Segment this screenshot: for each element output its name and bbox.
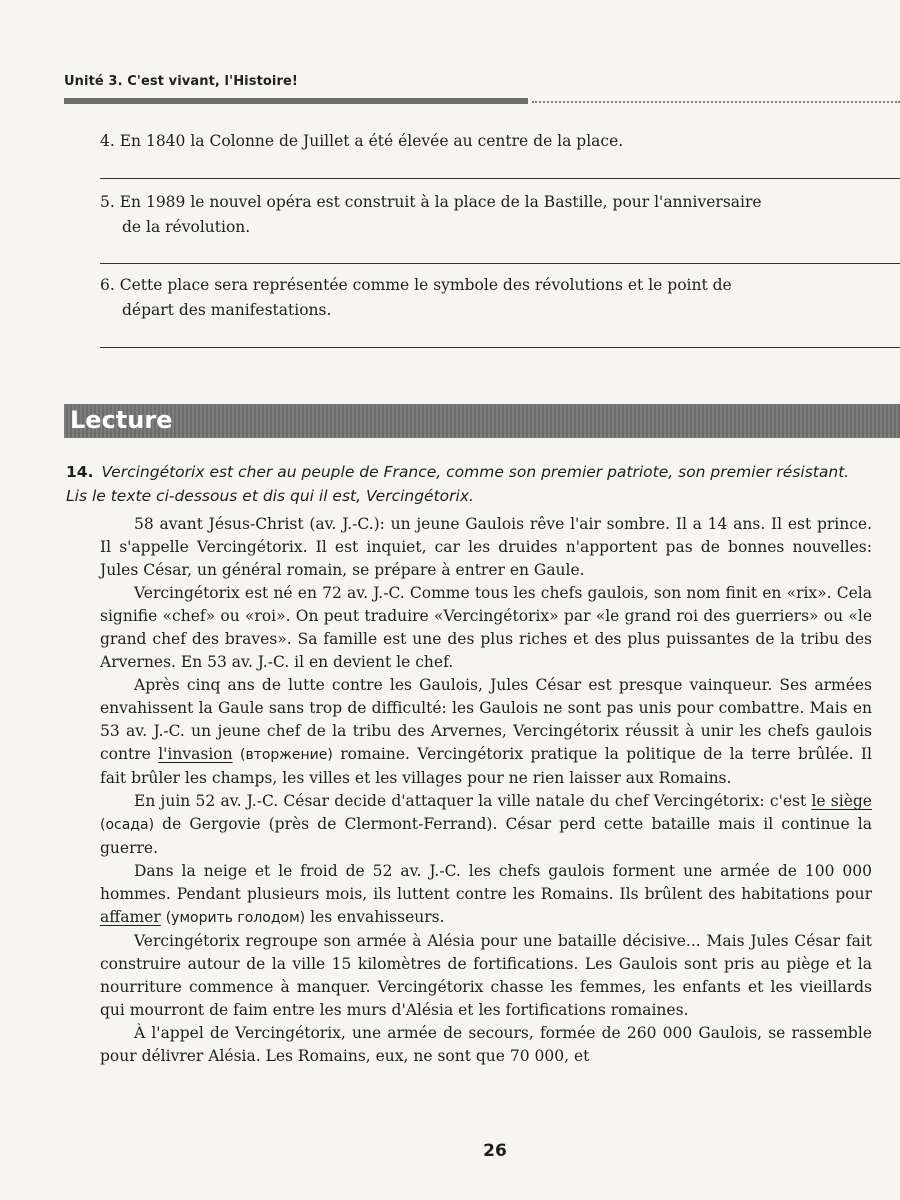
item-text: En 1840 la Colonne de Juillet a été élevée au centre de la place. xyxy=(119,132,624,150)
header-rule-dotted xyxy=(532,101,900,103)
task-number: 14. xyxy=(66,463,94,481)
item-number: 4. xyxy=(100,132,115,150)
paragraph-1: 58 avant Jésus-Christ (av. J.-C.): un jeune Gaulois rêve l'air sombre. Il a 14 ans. Il est prince. Il s'appelle Vercingétorix. Il est inquiet, car les druides n'apportent pas de bonnes nouvelles: Jules César, un général romain, se prépare à entrer en Gaule. xyxy=(100,515,872,579)
reading-text xyxy=(100,513,872,1068)
vocab-gloss-invasion: (вторжение) xyxy=(239,747,333,763)
vocab-gloss-affamer: (уморить голодом) xyxy=(165,910,306,926)
vocab-word-affamer: affamer xyxy=(100,908,161,926)
answer-line-6[interactable] xyxy=(100,347,900,348)
exercise-item-5 xyxy=(100,190,900,240)
paragraph-7: À l'appel de Vercingétorix, une armée de secours, formée de 260 000 Gaulois, se rassemble pour délivrer Alésia. Les Romains, eux, ne sont que 70 000, et xyxy=(100,1024,872,1065)
chapter-header: Unité 3. C'est vivant, l'Histoire! xyxy=(64,74,298,89)
header-rule-solid xyxy=(64,98,528,104)
paragraph-3-text-end: romaine. Vercingétorix pratique la politique de la terre brûlée. Il fait brûler les champs, les villes et les villages pour ne rien laisser aux Romains. xyxy=(100,745,872,787)
section-title: Lecture xyxy=(70,406,173,434)
task-text: Vercingétorix est cher au peuple de France, comme son premier patriote, son premier résistant. Lis le texte ci-dessous et dis qui il est, Vercingétorix. xyxy=(66,463,850,505)
paragraph-4 xyxy=(100,790,872,860)
vocab-word-invasion: l'invasion xyxy=(158,745,233,763)
task-instruction xyxy=(66,460,866,508)
paragraph-5-text-end: les envahisseurs. xyxy=(305,908,445,926)
answer-line-4[interactable] xyxy=(100,178,900,179)
section-banner xyxy=(64,404,900,438)
item-text: Cette place sera représentée comme le symbole des révolutions et le point de xyxy=(119,276,732,294)
paragraph-2: Vercingétorix est né en 72 av. J.-C. Comme tous les chefs gaulois, son nom finit en «rix». Cela signifie «chef» ou «roi». On peut traduire «Vercingétorix» par «le grand roi des guerriers» ou «le grand chef des braves». Sa famille est une des plus riches et des plus puissantes de la tribu des Arvernes. En 53 av. J.-C. il en devient le chef. xyxy=(100,584,872,671)
paragraph-4-text-end: de Gergovie (près de Clermont-Ferrand). César perd cette bataille mais il continue la guerre. xyxy=(100,815,872,857)
item-text: En 1989 le nouvel opéra est construit à la place de la Bastille, pour l'anniversaire xyxy=(119,193,762,211)
paragraph-5 xyxy=(100,860,872,930)
answer-line-5[interactable] xyxy=(100,263,900,264)
paragraph-3-text: Après cinq ans de lutte contre les Gaulois, Jules César est presque vainqueur. Ses armées envahissent la Gaule sans trop de difficulté: les Gaulois ne sont pas unis pour combattre. Mais en 53 av. J.-C. un jeune chef de la tribu des Arvernes, Vercingétorix réussit à unir les chefs gaulois contre xyxy=(100,676,872,763)
exercise-item-6 xyxy=(100,273,900,323)
exercise-item-4 xyxy=(100,129,900,154)
paragraph-3 xyxy=(100,674,872,790)
paragraph-5-text: Dans la neige et le froid de 52 av. J.-C. les chefs gaulois forment une armée de 100 000 hommes. Pendant plusieurs mois, ils luttent contre les Romains. Ils brûlent des habitations pour xyxy=(100,862,872,903)
paragraph-6: Vercingétorix regroupe son armée à Alésia pour une bataille décisive... Mais Jules César fait construire autour de la ville 15 kilomètres de fortifications. Les Gaulois sont pris au piège et la nourriture commence à manquer. Vercingétorix chasse les femmes, les enfants et les vieillards qui mourront de faim entre les murs d'Alésia et les fortifications romaines. xyxy=(100,932,872,1019)
vocab-gloss-siege: (осада) xyxy=(100,817,155,833)
page-number: 26 xyxy=(483,1141,507,1161)
paragraph-4-text: En juin 52 av. J.-C. César decide d'attaquer la ville natale du chef Vercingétorix: c'est xyxy=(134,792,812,810)
item-text-continued: de la révolution. xyxy=(122,218,251,236)
item-number: 5. xyxy=(100,193,115,211)
item-number: 6. xyxy=(100,276,115,294)
vocab-word-siege: le siège xyxy=(811,792,872,810)
item-text-continued: départ des manifestations. xyxy=(122,301,332,319)
